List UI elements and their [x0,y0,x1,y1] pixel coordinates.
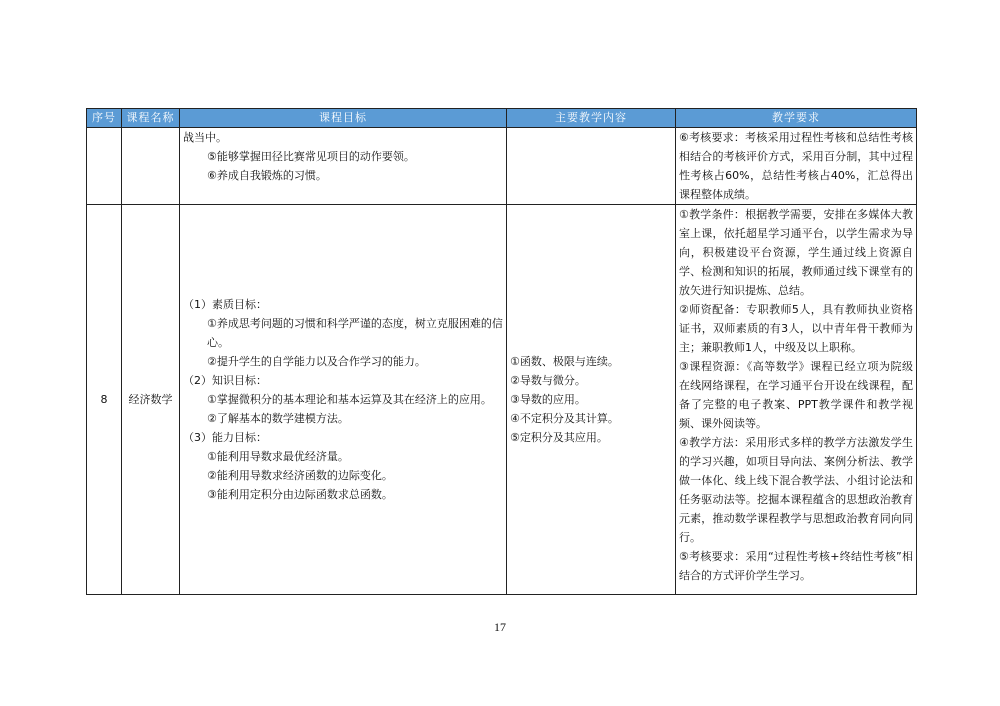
row1-goal-line: ⑤能够掌握田径比赛常见项目的动作要领。 [207,150,415,163]
row2-name: 经济数学 [122,205,180,595]
content-item: ①函数、极限与连续。 [510,355,619,368]
goal-heading-ability: （3）能力目标： [183,431,267,444]
row2-content [507,205,676,595]
row1-name [122,128,180,205]
goal-item: ②了解基本的数学建模方法。 [207,412,349,425]
table-row [87,128,917,205]
req-item: ②师资配备：专职教师5人，具有教师执业资格证书，双师素质的有3人，以中青年骨干教师为主；兼职教师1人，中级及以上职称。 [679,303,913,354]
goal-item: ①掌握微积分的基本理论和基本运算及其在经济上的应用。 [207,393,492,406]
table-row [87,205,917,595]
content-item: ⑤定积分及其应用。 [510,431,608,444]
row1-req [676,128,917,205]
goal-item: ②提升学生的自学能力以及合作学习的能力。 [207,355,426,368]
header-no: 序号 [87,109,122,128]
req-item: ⑤考核要求：采用“过程性考核+终结性考核”相结合的方式评价学生学习。 [679,550,913,582]
row1-goal-line: 战当中。 [183,131,227,144]
goal-item: ①能利用导数求最优经济量。 [207,450,349,463]
row1-no [87,128,122,205]
header-main-content: 主要教学内容 [507,109,676,128]
goal-heading-quality: （1）素质目标： [183,298,267,311]
course-table [86,108,917,595]
row1-req-text: ⑥考核要求：考核采用过程性考核和总结性考核相结合的考核评价方式，采用百分制，其中过程性考核占60%，总结性考核占40%，汇总得出课程整体成绩。 [679,131,913,201]
row2-goal [180,205,507,595]
content-item: ②导数与微分。 [510,374,586,387]
goal-item: ①养成思考问题的习惯和科学严谨的态度，树立克服困难的信心。 [207,317,503,349]
row2-no: 8 [87,205,122,595]
goal-item: ③能利用定积分由边际函数求总函数。 [207,488,393,501]
content-item: ④不定积分及其计算。 [510,412,619,425]
req-item: ④教学方法：采用形式多样的教学方法激发学生的学习兴趣，如项目导向法、案例分析法、教学做一体化、线上线下混合教学法、小组讨论法和任务驱动法等。挖掘本课程蕴含的思想政治教育元素，推动数学课程教学与思想政治教育同向同行。 [679,436,913,544]
row1-goal [180,128,507,205]
req-item: ①教学条件：根据教学需要，安排在多媒体大教室上课，依托超星学习通平台，以学生需求为导向，积极建设平台资源，学生通过线上资源自学、检测和知识的拓展，教师通过线下课堂有的放矢进行知识提炼、总结。 [679,208,913,297]
goal-item: ②能利用导数求经济函数的边际变化。 [207,469,393,482]
header-teaching-req: 教学要求 [676,109,917,128]
goal-heading-knowledge: （2）知识目标： [183,374,267,387]
content-item: ③导数的应用。 [510,393,586,406]
table-header-row [87,109,917,128]
req-item: ③课程资源：《高等数学》课程已经立项为院级在线网络课程，在学习通平台开设在线课程，配备了完整的电子教案、PPT教学课件和教学视频、课外阅读等。 [679,360,913,430]
page-number: 17 [494,620,506,634]
row1-content [507,128,676,205]
row2-req [676,205,917,595]
header-course-goal: 课程目标 [180,109,507,128]
row1-goal-line: ⑥养成自我锻炼的习惯。 [207,169,327,182]
header-course-name: 课程名称 [122,109,180,128]
